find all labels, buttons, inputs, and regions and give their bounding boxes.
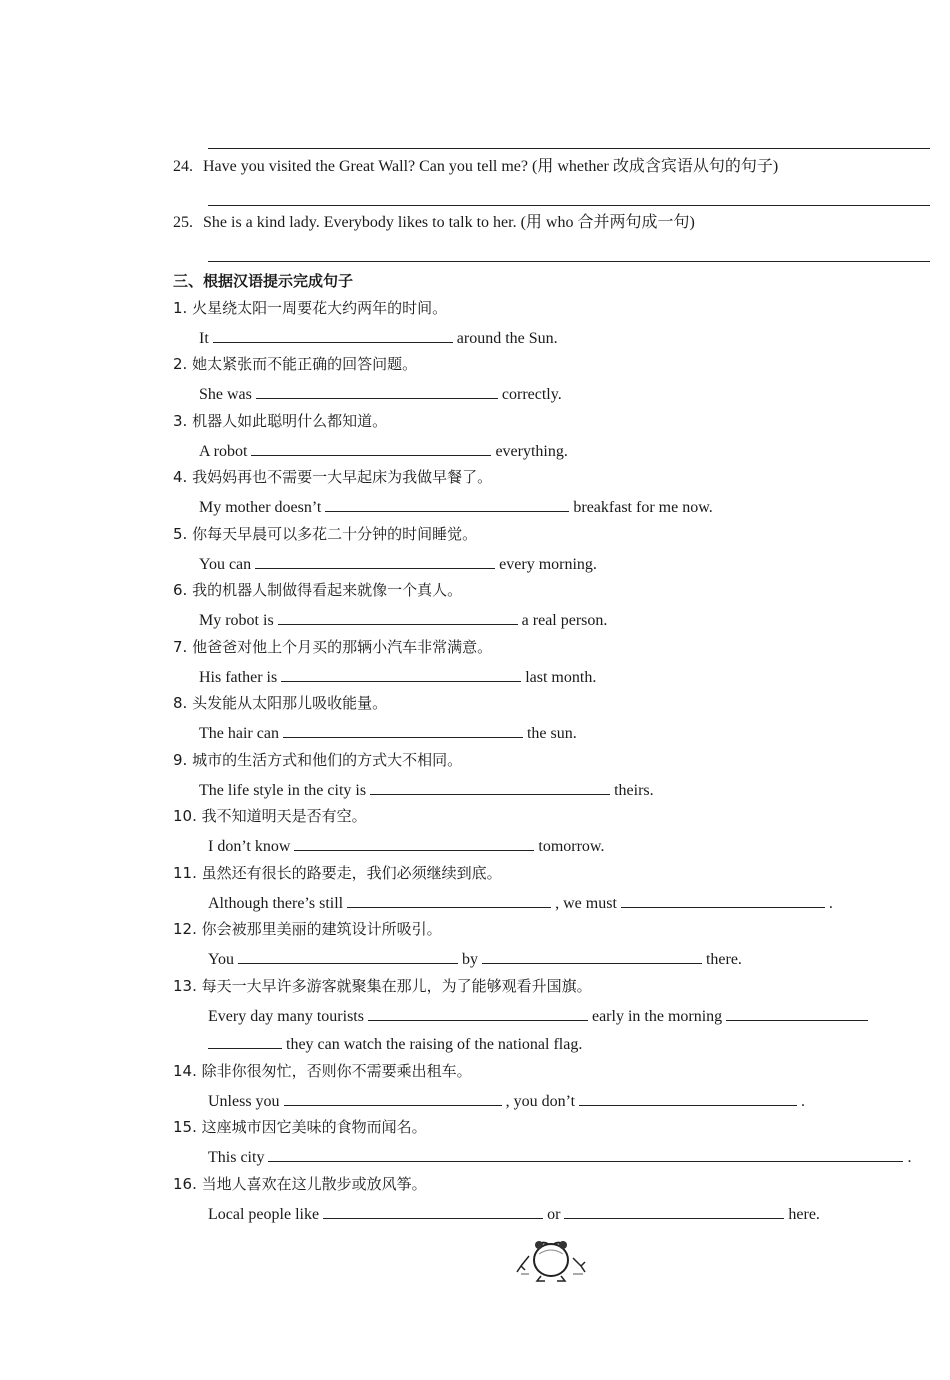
item-13-chinese: 13. 每天一大早许多游客就聚集在那儿，为了能够观看升国旗。 — [173, 977, 592, 995]
item-16-chinese: 16. 当地人喜欢在这儿散步或放风筝。 — [173, 1175, 427, 1193]
item-8-chinese: 8. 头发能从太阳那儿吸收能量。 — [173, 694, 388, 712]
item-2-english: She was correctly. — [199, 383, 562, 405]
answer-blank[interactable] — [323, 1203, 543, 1219]
answer-blank[interactable] — [726, 1005, 868, 1021]
answer-blank[interactable] — [213, 327, 453, 343]
question-text: Have you visited the Great Wall? Can you tell me? (用 whether 改成含宾语从句的句子) — [203, 158, 779, 175]
question-number: 25. — [173, 214, 193, 231]
question-24 — [173, 157, 778, 177]
answer-blank[interactable] — [294, 835, 534, 851]
answer-blank[interactable] — [238, 948, 458, 964]
answer-blank[interactable] — [278, 609, 518, 625]
answer-blank[interactable] — [268, 1146, 903, 1162]
answer-blank[interactable] — [482, 948, 702, 964]
answer-blank[interactable] — [283, 722, 523, 738]
alarm-clock-mascot-icon — [515, 1236, 587, 1282]
section-title: 三、根据汉语提示完成句子 — [173, 272, 354, 290]
item-9-english: The life style in the city is theirs. — [199, 779, 654, 801]
item-11-chinese: 11. 虽然还有很长的路要走，我们必须继续到底。 — [173, 864, 502, 882]
item-6-chinese: 6. 我的机器人制做得看起来就像一个真人。 — [173, 581, 463, 599]
item-8-english: The hair can the sun. — [199, 722, 577, 744]
answer-blank[interactable] — [621, 892, 825, 908]
item-7-english: His father is last month. — [199, 666, 596, 688]
item-13-english-line1: Every day many tourists early in the morning — [208, 1005, 868, 1027]
question-25 — [173, 213, 695, 233]
item-14-english: Unless you , you don’t . — [208, 1090, 805, 1112]
item-9-chinese: 9. 城市的生活方式和他们的方式大不相同。 — [173, 751, 463, 769]
item-15-chinese: 15. 这座城市因它美味的食物而闻名。 — [173, 1118, 427, 1136]
item-11-english: Although there’s still , we must . — [208, 892, 833, 914]
item-3-english: A robot everything. — [199, 440, 568, 462]
item-15-english: This city . — [208, 1146, 911, 1168]
item-12-chinese: 12. 你会被那里美丽的建筑设计所吸引。 — [173, 920, 442, 938]
answer-blank[interactable] — [208, 1033, 282, 1049]
answer-blank[interactable] — [564, 1203, 784, 1219]
question-text: She is a kind lady. Everybody likes to talk to her. (用 who 合并两句成一句) — [203, 214, 695, 231]
answer-blank[interactable] — [281, 666, 521, 682]
answer-line — [208, 148, 930, 149]
answer-blank[interactable] — [370, 779, 610, 795]
item-12-english: You by there. — [208, 948, 742, 970]
item-6-english: My robot is a real person. — [199, 609, 607, 631]
item-16-english: Local people like or here. — [208, 1203, 820, 1225]
answer-blank[interactable] — [347, 892, 551, 908]
item-5-english: You can every morning. — [199, 553, 597, 575]
item-10-english: I don’t know tomorrow. — [208, 835, 604, 857]
item-1-chinese: 1. 火星绕太阳一周要花大约两年的时间。 — [173, 299, 448, 317]
answer-blank[interactable] — [284, 1090, 502, 1106]
item-1-english: It around the Sun. — [199, 327, 558, 349]
item-3-chinese: 3. 机器人如此聪明什么都知道。 — [173, 412, 388, 430]
item-4-english: My mother doesn’t breakfast for me now. — [199, 496, 713, 518]
answer-blank[interactable] — [251, 440, 491, 456]
item-2-chinese: 2. 她太紧张而不能正确的回答问题。 — [173, 355, 418, 373]
item-14-chinese: 14. 除非你很匆忙，否则你不需要乘出租车。 — [173, 1062, 472, 1080]
item-4-chinese: 4. 我妈妈再也不需要一大早起床为我做早餐了。 — [173, 468, 493, 486]
item-13-english-line2: they can watch the raising of the national flag. — [208, 1033, 582, 1055]
question-number: 24. — [173, 158, 193, 175]
answer-blank[interactable] — [368, 1005, 588, 1021]
item-7-chinese: 7. 他爸爸对他上个月买的那辆小汽车非常满意。 — [173, 638, 493, 656]
answer-blank[interactable] — [255, 553, 495, 569]
answer-blank[interactable] — [325, 496, 569, 512]
item-10-chinese: 10. 我不知道明天是否有空。 — [173, 807, 367, 825]
answer-line — [208, 261, 930, 262]
answer-line — [208, 205, 930, 206]
item-5-chinese: 5. 你每天早晨可以多花二十分钟的时间睡觉。 — [173, 525, 478, 543]
answer-blank[interactable] — [579, 1090, 797, 1106]
answer-blank[interactable] — [256, 383, 498, 399]
